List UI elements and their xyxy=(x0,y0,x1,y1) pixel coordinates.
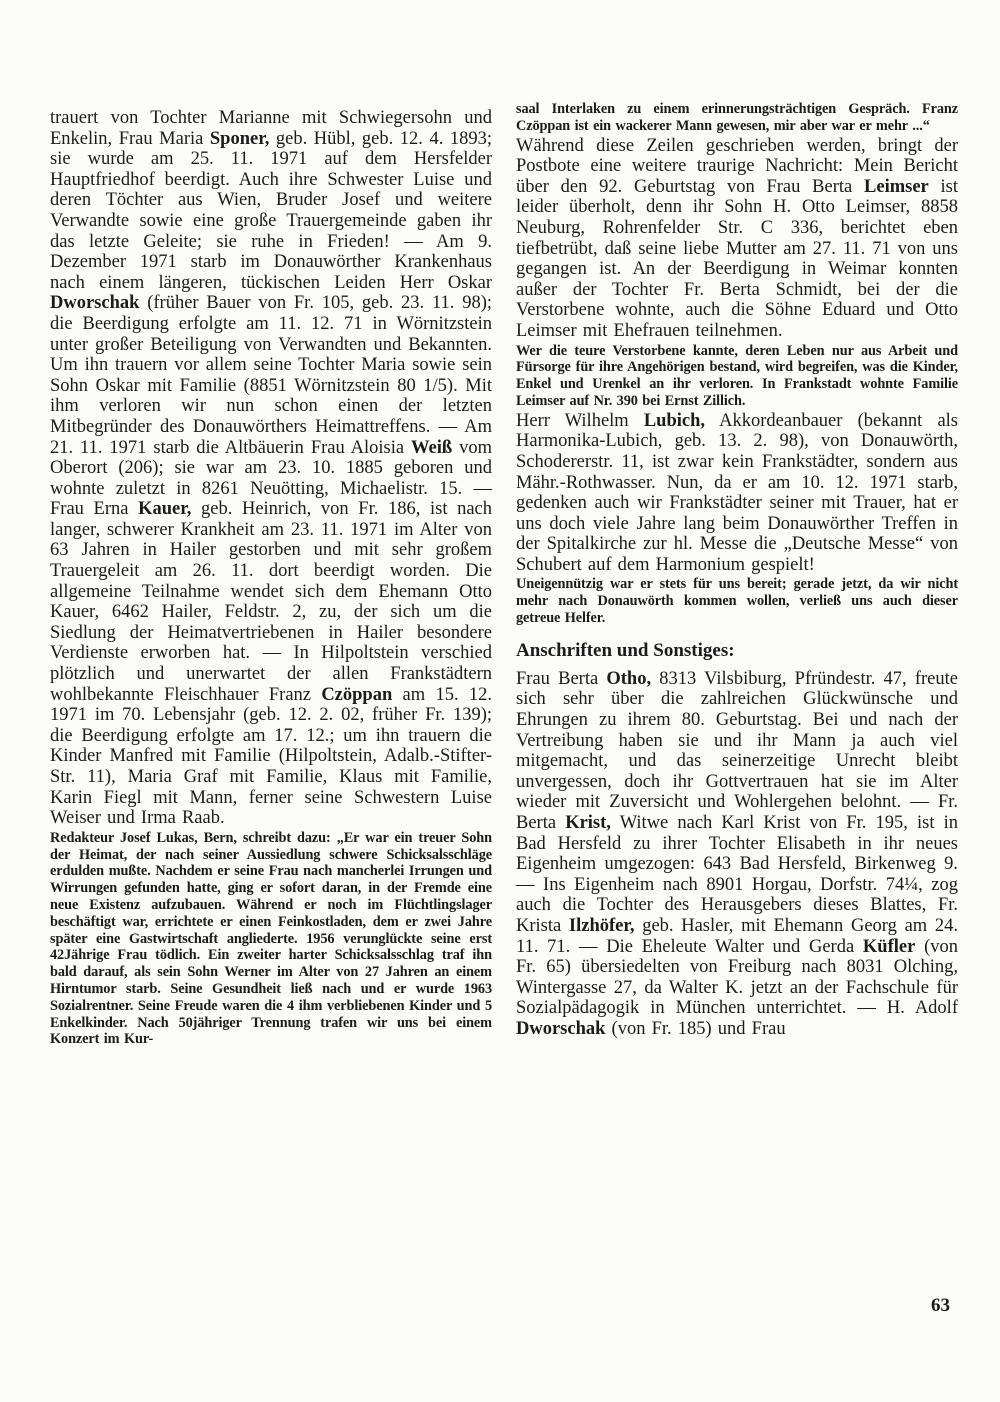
bold-name: Ilzhöfer, xyxy=(568,915,635,936)
section-heading xyxy=(516,640,958,662)
paragraph xyxy=(516,411,958,576)
page-number: 63 xyxy=(931,1295,950,1316)
bold-name: Kauer, xyxy=(138,499,192,520)
paragraph xyxy=(516,669,958,1040)
text-segment: vom Oberort (206); sie war am 23. 10. 1885 geboren und wohnte zuletzt in 8261 Neuötting, Michaelistr. 15. — Frau Erna xyxy=(50,437,492,520)
text-segment: Uneigennützig war er stets für uns bereit; gerade jetzt, da wir nicht mehr nach Donauwörth kommen wollen, verließ uns auch dieser getreue Helfer. xyxy=(516,576,958,627)
left-column xyxy=(50,108,492,1048)
bold-name: Czöppan xyxy=(321,684,393,705)
fine-print-paragraph xyxy=(516,343,958,410)
text-segment: Witwe nach Karl Krist von Fr. 195, ist in Bad Hersfeld zu ihrer Tochter Elisabeth in ihr neues Eigenheim umgezogen: 643 Bad Hersfeld, Birkenweg 9. — Ins Eigenheim nach 8901 Horgau, Dorfstr. 74¼, zog auch die Tochter des Herausgebers dieses Blattes, Fr. Krista xyxy=(516,813,958,936)
bold-name: Leimser xyxy=(864,176,929,197)
text-segment: ist leider überholt, denn ihr Sohn H. Otto Leimser, 8858 Neuburg, Rohrenfelder Str. C 336, berichtet eben tiefbetrübt, daß seine liebe Mutter am 27. 11. 71 von uns gegangen ist. An der Beerdigung in Weimar konnten außer der Tochter Fr. Berta Schmidt, bei der die Verstorbene wohnte, auch die Söhne Eduard und Otto Leimser mit Ehefrauen teilnehmen. xyxy=(516,176,959,341)
text-segment: Frau Berta xyxy=(516,668,607,689)
text-segment: geb. Hasler, mit Ehemann Georg am 24. 11. 71. — Die Eheleute Walter und Gerda xyxy=(516,915,958,957)
bold-name: Küfler xyxy=(862,936,916,957)
paragraph xyxy=(516,136,958,342)
text-segment: trauert von Tochter Marianne mit Schwiegersohn und Enkelin, Frau Maria xyxy=(50,108,492,149)
text-segment: Herr Wilhelm xyxy=(516,410,644,431)
text-segment: (früher Bauer von Fr. 105, geb. 23. 11. 98); die Beerdigung erfolgte am 11. 12. 71 in Wörnitzstein unter großer Beteiligung von Verwandten und Bekannten. Um ihn trauern vor allem seine Tochter Maria sowie sein Sohn Oskar mit Familie (8851 Wörnitzstein 80 1/5). Mit ihm verloren wir nun schon einen der letzten Mitbegründer des Donauwörthers Heimattreffens. — Am 21. 11. 1971 starb die Altbäuerin Frau Aloisia xyxy=(50,293,492,458)
text-segment: Während diese Zeilen geschrieben werden, bringt der Postbote eine weitere traurige Nachricht: Mein Bericht über den 92. Geburtstag von Frau Berta xyxy=(516,135,958,197)
fine-print-paragraph xyxy=(516,101,958,135)
bold-name: Krist, xyxy=(565,813,611,834)
text-segment: geb. Heinrich, von Fr. 186, ist nach langer, schwerer Krankheit am 23. 11. 1971 im Alter von 63 Jahren in Hailer gestorben und mit sehr großem Trauergeleit am 26. 11. dort beerdigt worden. Die allgemeine Teilnahme wendet sich dem Ehemann Otto Kauer, 6462 Hailer, Feldstr. 2, zu, der sich um die Siedlung der Heimatvertriebenen in Hailer besondere Verdienste erworben hat. — In Hilpoltstein verschied plötzlich und unerwartet der allen Frankstädtern wohlbekannte Fleischhauer Franz xyxy=(50,499,493,705)
text-segment: (von Fr. 185) und Frau xyxy=(605,1018,786,1039)
bold-name: Dworschak xyxy=(50,293,140,314)
text-segment: saal Interlaken zu einem erinnerungsträchtigen Gespräch. Franz Czöppan ist ein wackerer Mann gewesen, mir aber war er mehr ...“ xyxy=(516,101,958,134)
text-segment: am 15. 12. 1971 im 70. Lebensjahr (geb. 12. 2. 02, früher Fr. 139); die Beerdigung erfolgte am 17. 12.; um ihn trauern die Kinder Manfred mit Familie (Hilpoltstein, Adalb.-Stifter-Str. 11), Maria Graf mit Familie, Klaus mit Familie, Karin Fiegl mit Mann, ferner seine Schwestern Luise Weiser und Irma Raab. xyxy=(50,684,492,829)
bold-name: Otho, xyxy=(606,668,652,689)
paragraph xyxy=(50,108,492,829)
fine-print-paragraph xyxy=(50,830,492,1048)
text-segment: geb. Hübl, geb. 12. 4. 1893; sie wurde am 25. 11. 1971 auf dem Hersfelder Hauptfriedhof beerdigt. Auch ihre Schwester Luise und deren Töchter aus Wien, Bruder Josef und weitere Verwandte sowie eine große Trauergemeinde gaben ihr das letzte Geleite; sie ruhe in Frieden! — Am 9. Dezember 1971 starb im Donauwörther Krankenhaus nach einem längeren, tückischen Leiden Herr Oskar xyxy=(50,128,493,293)
bold-name: Weiß xyxy=(411,437,453,458)
text-segment: 8313 Vilsbiburg, Pfründestr. 47, freute sich sehr über die zahlreichen Glückwünsche und Ehrungen zu ihrem 80. Geburtstag. Bei und nach der Vertreibung haben sie und ihr Mann ja auch viel mitgemacht, und das seinerzeitige Unrecht bleibt unvergessen, doch ihr Gottvertrauen hat sie im Alter wieder mit Zuversicht und Wohlergehen belohnt. — Fr. Berta xyxy=(516,668,958,834)
text-segment: Wer die teure Verstorbene kannte, deren Leben nur aus Arbeit und Fürsorge für ihre Angehörigen bestand, wird begreifen, was die Kinder, Enkel und Urenkel an ihr verloren. In Frankstadt wohnte Familie Leimser auf Nr. 390 bei Ernst Zillich. xyxy=(516,342,958,409)
bold-name: Sponer, xyxy=(209,128,270,149)
bold-name: Dworschak xyxy=(516,1018,606,1039)
fine-print-paragraph xyxy=(516,576,958,626)
text-segment: (von Fr. 65) übersiedelten von Freiburg nach 8031 Olching, Wintergasse 27, da Walter K. jetzt an der Fachschule für Sozialpädagogik in München unterrichtet. — H. Adolf xyxy=(516,936,958,1019)
text-segment: Redakteur Josef Lukas, Bern, schreibt dazu: „Er war ein treuer Sohn der Heimat, der nach seiner Aussiedlung schwere Schicksalsschläge erdulden mußte. Nachdem er seine Frau nach mancherlei Irrungen und Wirrungen gefunden hatte, ging er sofort daran, in der Fremde eine neue Existenz aufzubauen. Während er noch im Flüchtlingslager beschäftigt war, errichtete er einen Feinkostladen, dem er zwei Jahre später eine Gastwirtschaft angliederte. 1956 verunglückte seine erst 42Jährige Frau tödlich. Ein zweiter harter Schicksalsschlag traf ihn bald darauf, als sein Sohn Werner im Alter von 27 Jahren an einem Hirntumor starb. Seine Gesundheit ließ nach und er wurde 1963 Sozialrentner. Seine Freude waren die 4 ihm verbliebenen Kinder und 5 Enkelkinder. Nach 50jähriger Trennung trafen wir uns bei einem Konzert im Kur- xyxy=(50,829,492,1048)
text-segment: Anschriften und Sonstiges: xyxy=(516,639,735,661)
bold-name: Lubich, xyxy=(643,410,706,431)
right-column xyxy=(516,101,958,1040)
text-segment: Akkordeanbauer (bekannt als Harmonika-Lubich, geb. 13. 2. 98), von Donauwörth, Schodererstr. 11, ist zwar kein Frankstädter, sondern aus Mähr.-Rothwasser. Nun, da er am 10. 12. 1971 starb, gedenken auch wir Frankstädter seiner mit Trauer, hat er uns doch viele Jahre lang beim Donauwörther Treffen in der Spitalkirche zur hl. Messe die „Deutsche Messe“ von Schubert auf dem Harmonium gespielt! xyxy=(516,410,958,575)
